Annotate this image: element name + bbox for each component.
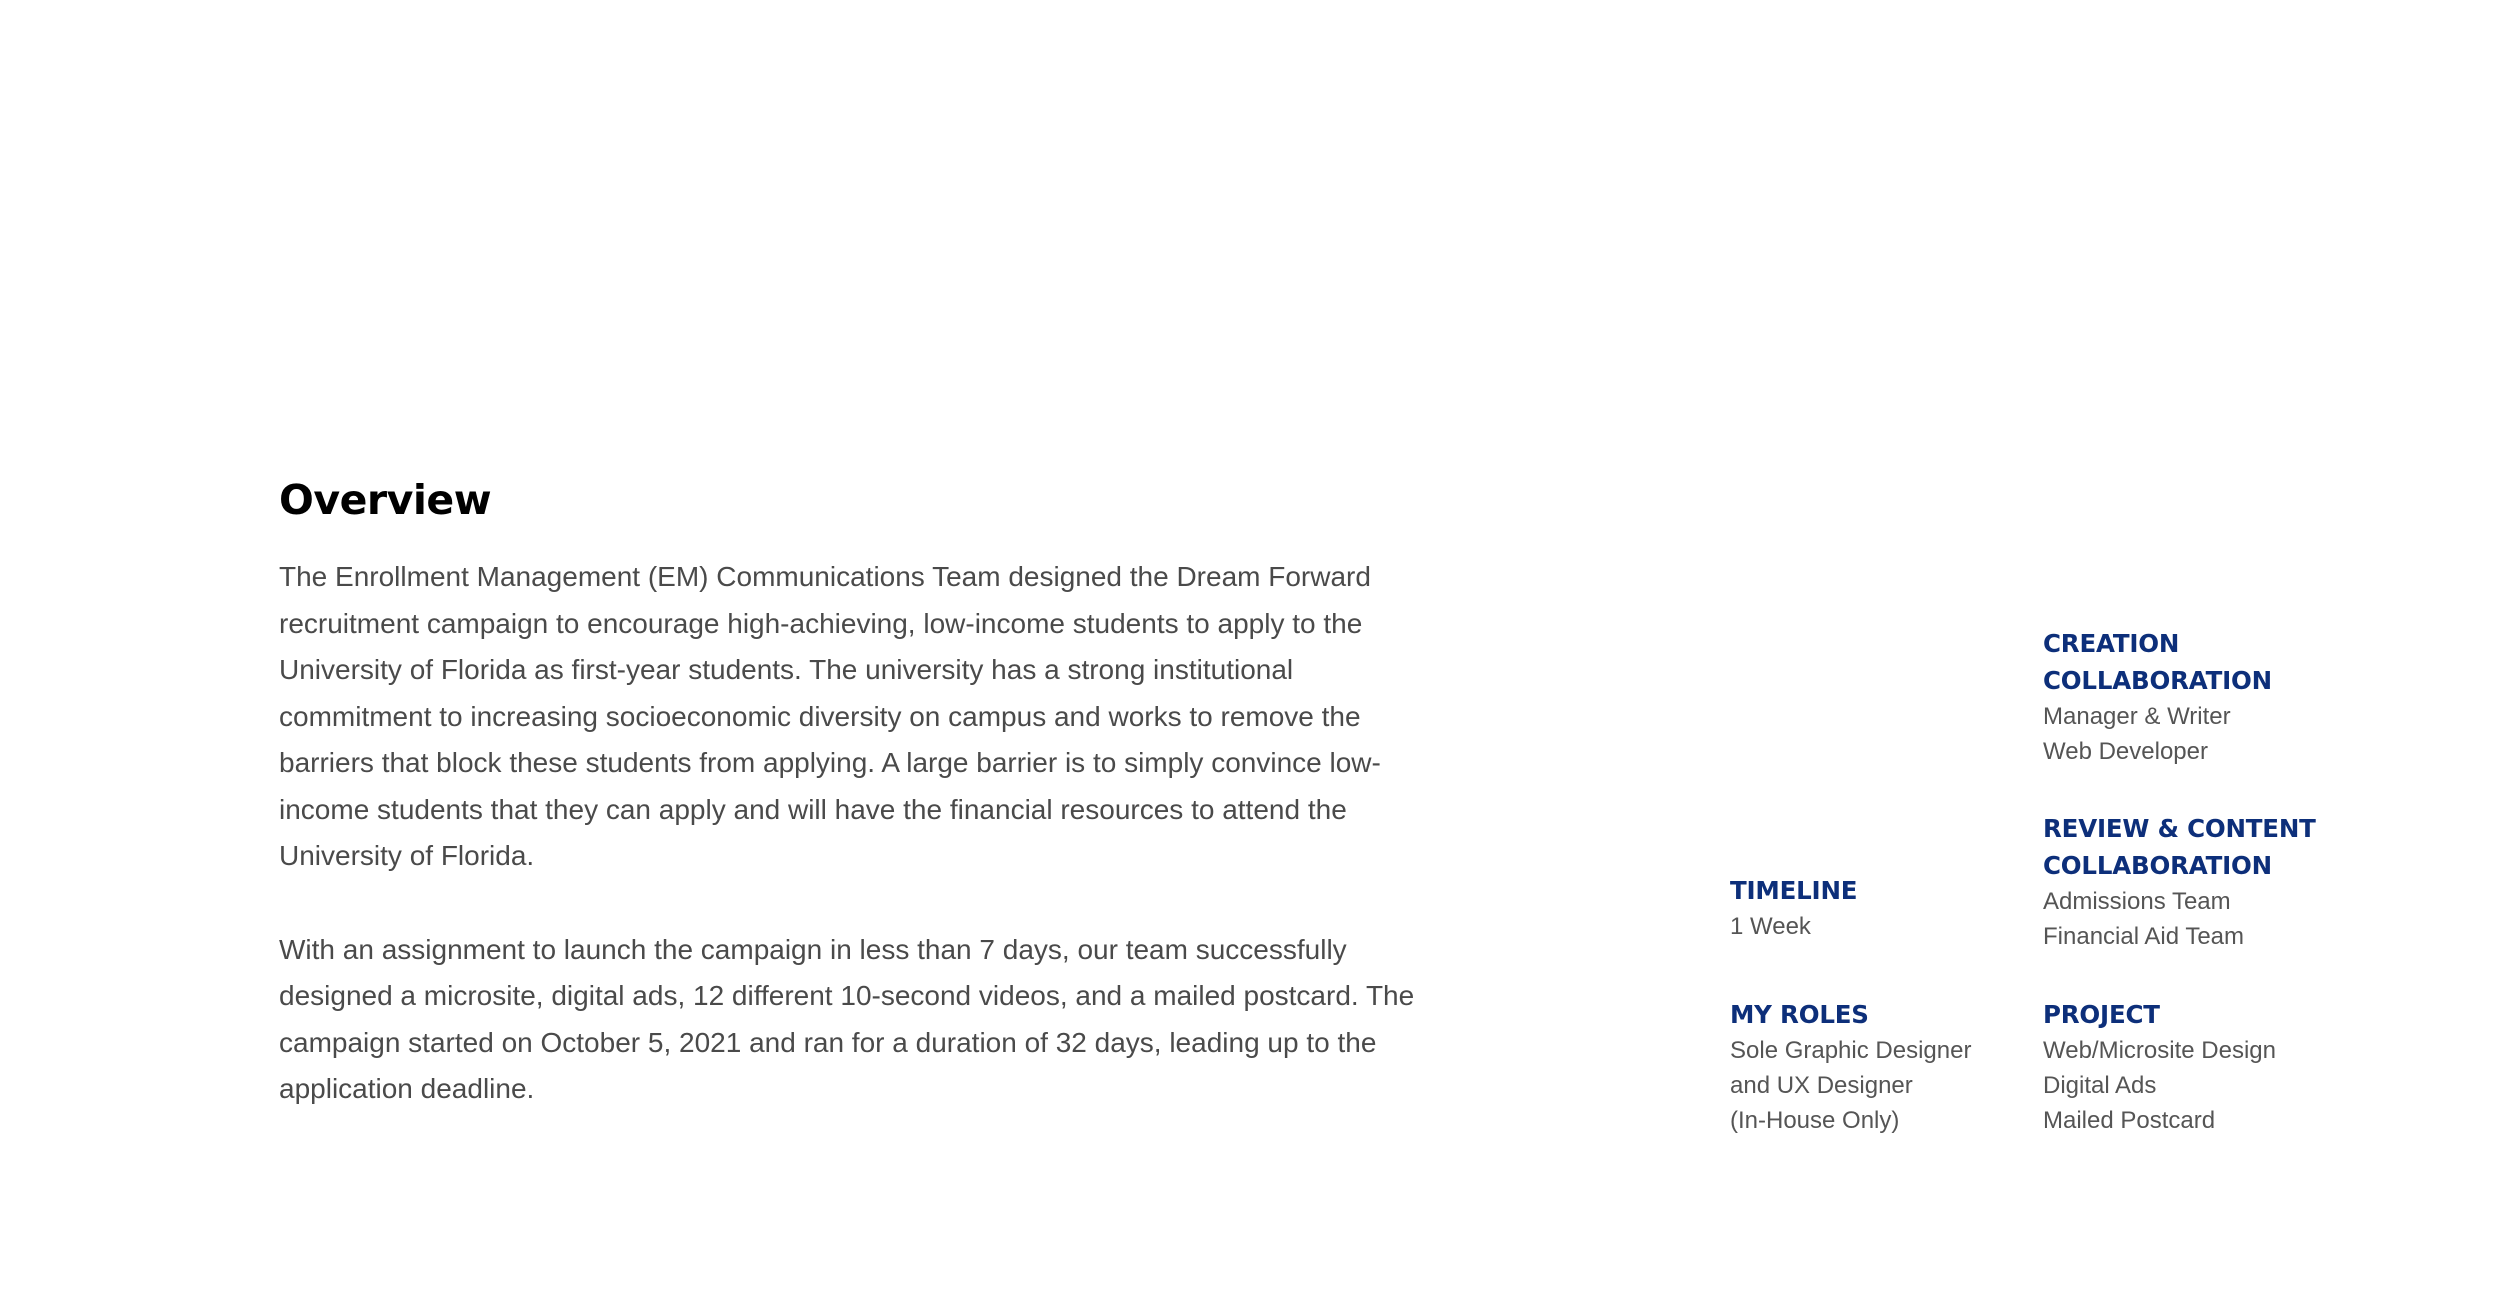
review-collaboration-value: Financial Aid Team bbox=[2043, 923, 2244, 950]
overview-paragraph-1: The Enrollment Management (EM) Communications Team designed the Dream Forward recruitment campaign to encourage high-achieving, low-income students to apply to the University of Florida as first-year students. The university has a strong institutional commitment to increasing socioeconomic diversity on campus and works to remove the barriers that block these students from applying. A large barrier is to simply convince low-income students that they can apply and will have the financial resources to attend the University of Florida. bbox=[279, 561, 1381, 871]
project-value: Mailed Postcard bbox=[2043, 1107, 2216, 1134]
my-roles-value-line: Sole Graphic Designer bbox=[1730, 1037, 1972, 1064]
my-roles-label: MY ROLES bbox=[1730, 1000, 1869, 1029]
project-value: Digital Ads bbox=[2043, 1072, 2157, 1099]
creation-collaboration-value: Web Developer bbox=[2043, 738, 2208, 765]
creation-collaboration-label-line: CREATION bbox=[2043, 629, 2180, 658]
review-collaboration-value: Admissions Team bbox=[2043, 888, 2231, 915]
overview-heading: Overview bbox=[279, 476, 492, 524]
timeline-block bbox=[1730, 872, 1857, 944]
project-label: PROJECT bbox=[2043, 1000, 2160, 1029]
review-collaboration-label-line: REVIEW & CONTENT bbox=[2043, 814, 2316, 843]
overview-section bbox=[279, 470, 1449, 1113]
project-value: Web/Microsite Design bbox=[2043, 1037, 2276, 1064]
my-roles-value-line: (In-House Only) bbox=[1730, 1107, 1900, 1134]
creation-collaboration-value: Manager & Writer bbox=[2043, 703, 2231, 730]
creation-collaboration-label-line: COLLABORATION bbox=[2043, 666, 2272, 695]
timeline-label: TIMELINE bbox=[1730, 876, 1858, 905]
overview-paragraph-2: With an assignment to launch the campaign in less than 7 days, our team successfully designed a microsite, digital ads, 12 different 10-second videos, and a mailed postcard. The campaign started on October 5, 2021 and ran for a duration of 32 days, leading up to the application deadline. bbox=[279, 933, 1415, 1104]
timeline-value: 1 Week bbox=[1730, 913, 1811, 940]
review-collaboration-label-line: COLLABORATION bbox=[2043, 851, 2272, 880]
review-content-collaboration-block bbox=[2043, 810, 2316, 954]
my-roles-block bbox=[1730, 996, 1971, 1138]
creation-collaboration-block bbox=[2043, 625, 2272, 769]
my-roles-value-line: and UX Designer bbox=[1730, 1072, 1913, 1099]
project-block bbox=[2043, 996, 2276, 1138]
